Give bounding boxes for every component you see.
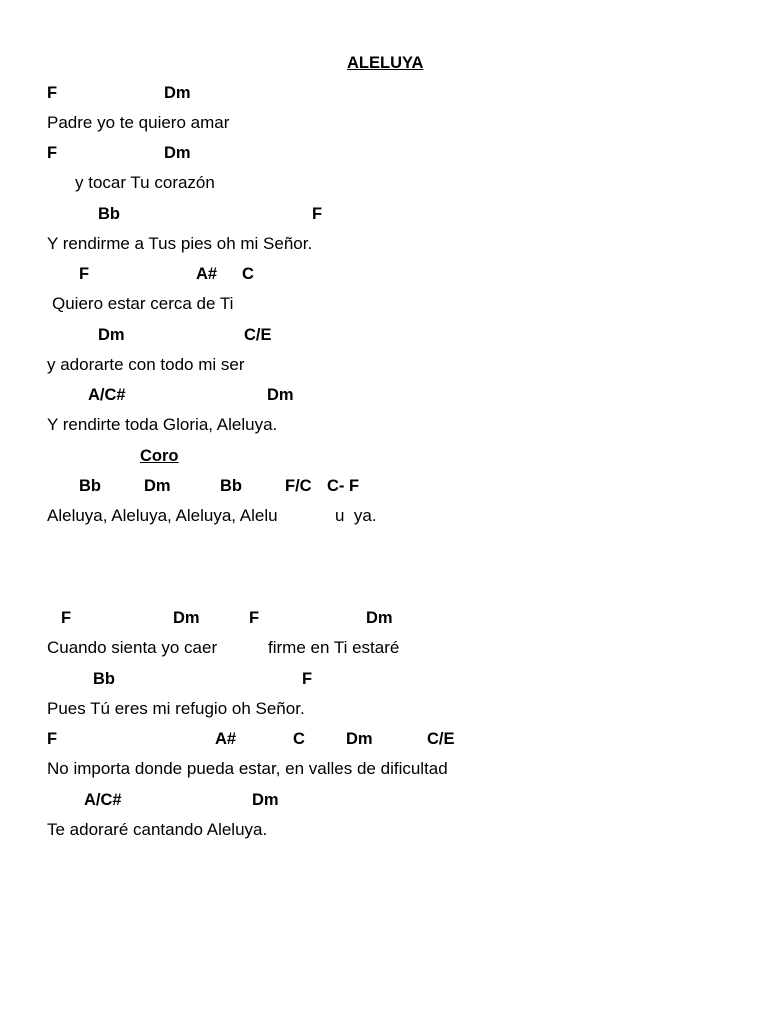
chord: C/E — [427, 730, 455, 748]
lyric-line: Pues Tú eres mi refugio oh Señor. — [47, 699, 305, 718]
chord: Dm — [252, 791, 279, 809]
chord: Dm — [164, 144, 191, 162]
chord: Dm — [164, 84, 191, 102]
chord: Bb — [79, 477, 101, 495]
chord: Dm — [267, 386, 294, 404]
lyric-line: firme en Ti estaré — [268, 638, 400, 657]
chord: F — [47, 84, 58, 102]
chord: A# — [196, 265, 218, 283]
song-title: ALELUYA — [347, 54, 424, 72]
chord: C/E — [244, 326, 272, 344]
chord: A# — [215, 730, 237, 748]
chord: F — [249, 609, 260, 627]
lyric-line: y adorarte con todo mi ser — [47, 355, 245, 374]
chord: Dm — [366, 609, 393, 627]
chord: Dm — [98, 326, 125, 344]
chord: F — [302, 670, 313, 688]
chord: F — [79, 265, 90, 283]
chord: A/C# — [84, 791, 122, 809]
lyric-line: Y rendirme a Tus pies oh mi Señor. — [47, 234, 313, 253]
chord: Dm — [144, 477, 171, 495]
chord: C- F — [327, 477, 360, 495]
chord: F — [61, 609, 72, 627]
lyric-line: u ya. — [335, 506, 377, 525]
chord: Bb — [98, 205, 120, 223]
chord: C — [242, 265, 254, 283]
chord: F — [312, 205, 323, 223]
chord: A/C# — [88, 386, 126, 404]
chord: F — [47, 144, 58, 162]
lyric-line: Aleluya, Aleluya, Aleluya, Alelu — [47, 506, 278, 525]
chord: F — [47, 730, 58, 748]
lyric-line: Quiero estar cerca de Ti — [52, 294, 234, 313]
chord: Dm — [173, 609, 200, 627]
chorus-label: Coro — [140, 447, 179, 465]
chord: F/C — [285, 477, 312, 495]
lyric-line: Padre yo te quiero amar — [47, 113, 230, 132]
chord: Bb — [93, 670, 115, 688]
chord: Dm — [346, 730, 373, 748]
lyric-line: y tocar Tu corazón — [75, 173, 215, 192]
chord: Bb — [220, 477, 242, 495]
lyric-line: No importa donde pueda estar, en valles de dificultad — [47, 759, 448, 778]
lyric-line: Y rendirte toda Gloria, Aleluya. — [47, 415, 278, 434]
chord: C — [293, 730, 305, 748]
lyric-line: Te adoraré cantando Aleluya. — [47, 820, 268, 839]
lyric-line: Cuando sienta yo caer — [47, 638, 218, 657]
